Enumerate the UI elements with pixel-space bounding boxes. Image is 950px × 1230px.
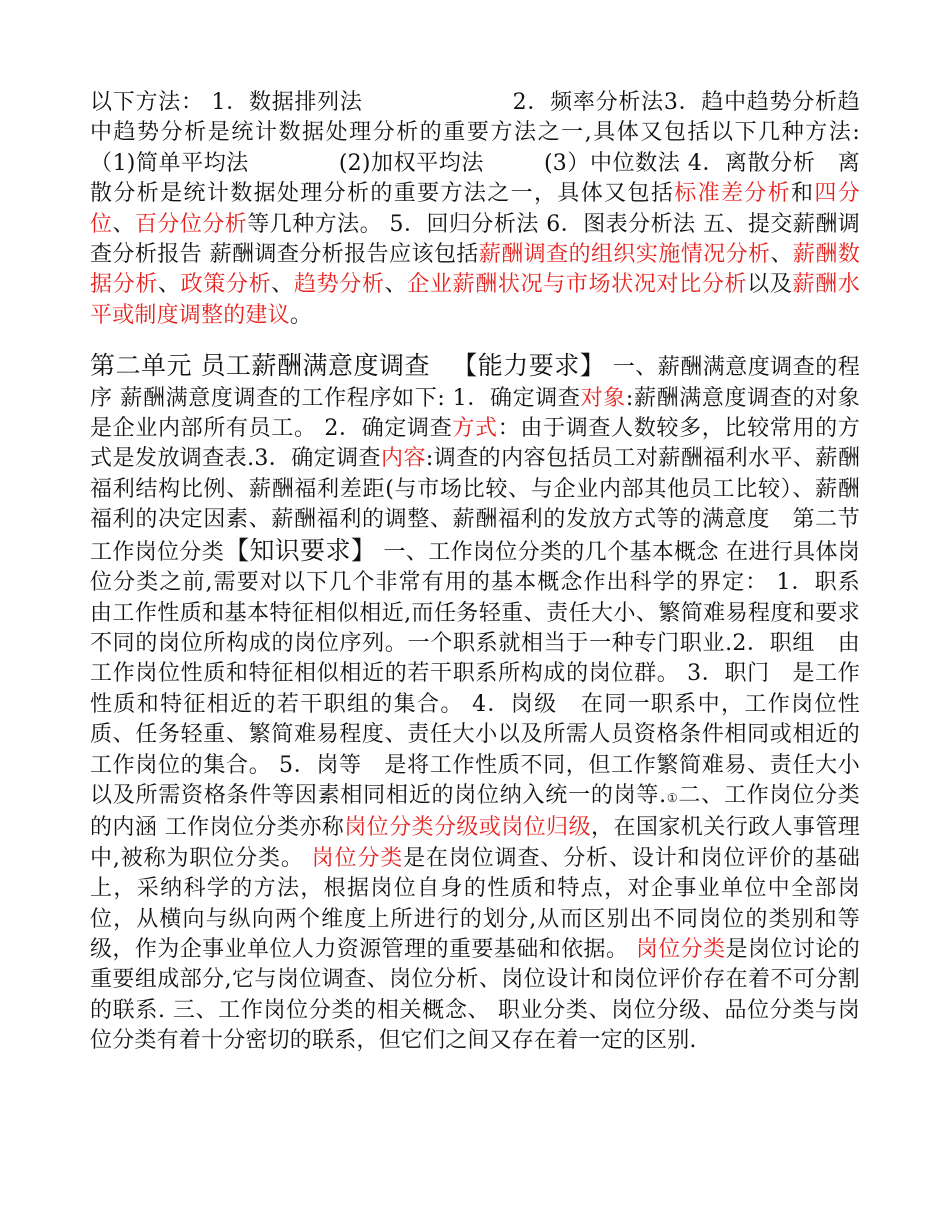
- highlight-policy-analysis: 政策分析: [180, 272, 272, 298]
- step-3-determine: 3．确定调查: [254, 446, 382, 472]
- unit-heading: 第二单元 员工薪酬满意度调查: [90, 351, 430, 381]
- text-dispersion-desc: 离散分析是统计数据处理分析的重要方法之一，具体又包括: [90, 150, 861, 207]
- text-comma-3: 、: [157, 272, 181, 298]
- text-method-desc: ：由于调查人数较多，比较常用的方式是发放调查表.: [90, 416, 860, 472]
- text-classification-desc: 是在岗位调查、分析、设计和岗位评价的基础上，采纳科学的方法，根据岗位自身的性质和特点，对企事业单位中全部岗位，从横向与纵向两个维度上所进行的划分,从而区别出不同岗位的类别和等级，作为企事业单位人力资源管理的重要基础和依据。: [90, 845, 860, 962]
- text-methods-intro: 以下方法：: [90, 90, 204, 115]
- highlight-percentile: 百分位分析: [134, 211, 248, 237]
- text-comma-5: 、: [384, 272, 408, 298]
- ability-requirement-heading: 【能力要求】: [451, 351, 606, 381]
- text-related-concepts: 是岗位讨论的重要组成部分,它与岗位调查、岗位分析、岗位设计和岗位评价存在着不可分割的联系. 三、工作岗位分类的相关概念、 职业分类、岗位分级、品位分类与岗位分类有着十分密切的联系，但它们之间又存在着一定的区别.: [90, 936, 860, 1054]
- text-basic-concepts: 一、工作岗位分类的几个基本概念 在进行具体岗位分类之前,需要对以下几个非常有用的基本概念作出科学的界定：: [90, 539, 861, 596]
- highlight-adjustment-suggestions: 薪酬水平或制度调整的建议: [90, 272, 861, 328]
- text-and: 和: [791, 181, 815, 207]
- method-4-dispersion: 4．离散分析: [687, 150, 816, 176]
- footnote-mark: ①: [666, 790, 679, 805]
- highlight-std-deviation: 标准差分析: [674, 181, 792, 207]
- highlight-classification-grading: 岗位分类分级或岗位归级: [344, 815, 592, 841]
- highlight-market-comparison: 企业薪酬状况与市场状况对比分析: [407, 272, 748, 298]
- sub-method-simple-average: （1)简单平均法: [90, 150, 249, 176]
- text-comma-4: 、: [271, 272, 294, 298]
- text-survey-procedure: 一、薪酬满意度调查的程序 薪酬满意度调查的工作程序如下:: [90, 355, 860, 411]
- highlight-job-classification-2: 岗位分类: [635, 936, 726, 962]
- highlight-data-analysis: 薪酬数据分析: [90, 242, 860, 298]
- text-several-methods: 等几种方法。: [247, 211, 383, 237]
- method-5-regression: 5．回归分析法: [389, 211, 539, 237]
- highlight-quartile: 四分位: [90, 181, 860, 237]
- document-page: [90, 88, 883, 1057]
- text-central-tendency-desc: 趋中趋势分析是统计数据处理分析的重要方法之一,具体又包括以下几种方法:: [90, 90, 860, 146]
- text-comma-2: 、: [770, 242, 793, 268]
- step-2-determine: 2．确定调查: [324, 416, 453, 442]
- highlight-trend-analysis: 趋势分析: [293, 272, 385, 298]
- method-3-central-tendency: 3．趋中趋势分析: [663, 90, 838, 115]
- text-object-desc: :薪酬满意度调查的对象是企业内部所有员工。: [90, 385, 861, 442]
- method-2-frequency: 2．频率分析法: [512, 90, 664, 115]
- concept-job-series: 1．职系 由工作性质和基本特征相似相近,而任务轻重、责任大小、繁简难易程度和要求不同的岗位所构成的岗位序列。一个职系就相当于一种专门职业.: [90, 570, 883, 656]
- text-position-classification: ，在国家机关行政人事管理中,被称为职位分类。: [90, 815, 860, 871]
- highlight-content: 内容: [381, 446, 426, 472]
- highlight-job-classification-1: 岗位分类: [311, 845, 404, 871]
- highlight-method: 方式: [452, 416, 498, 442]
- highlight-object: 对象: [580, 385, 626, 411]
- concept-job-group: 2．职组 由工作岗位性质和特征相似相近的若干职系所构成的岗位群。: [90, 630, 860, 687]
- text-classification-meaning: 二、工作岗位分类的内涵 工作岗位分类亦称: [90, 782, 860, 841]
- text-report-intro: 五、提交薪酬调查分析报告 薪酬调查分析报告应该包括: [90, 211, 860, 268]
- paragraph-satisfaction-survey: [90, 351, 883, 1056]
- step-1-determine: 1．确定调查: [452, 385, 581, 411]
- section-heading: 第二节 工作岗位分类: [90, 507, 860, 565]
- concept-job-grade: 4．岗级 在同一职系中，工作岗位性质、任务轻重、繁简难易程度、责任大小以及所需人员资格条件相同或相近的工作岗位的集合。: [90, 691, 860, 778]
- concept-job-category: 3．职门 是工作性质和特征相近的若干职组的集合。: [90, 661, 860, 717]
- paragraph-analysis-methods: [90, 88, 860, 331]
- text-period: 。: [289, 302, 313, 328]
- text-and-also: 以及: [747, 272, 793, 298]
- sub-method-weighted-average: (2)加权平均法: [338, 150, 484, 176]
- method-1-data-ranking: 1．数据排列法: [211, 90, 363, 115]
- text-comma-1: 、: [112, 211, 135, 237]
- method-6-chart: 6．图表分析法: [546, 211, 696, 237]
- text-content-desc: :调查的内容包括员工对薪酬福利水平、薪酬福利结构比例、薪酬福利差距(与市场比较、与企业内部其他员工比较）、薪酬福利的决定因素、薪酬福利的调整、薪酬福利的发放方式等的满意度: [90, 446, 861, 533]
- knowledge-requirement-heading: 【知识要求】: [224, 535, 377, 565]
- concept-job-level: 5．岗等 是将工作性质不同，但工作繁简难易、责任大小以及所需资格条件等因素相同相近的岗位纳入统一的岗等.: [90, 752, 860, 808]
- highlight-survey-organization: 薪酬调查的组织实施情况分析: [478, 242, 771, 268]
- sub-method-median: (3）中位数法: [543, 150, 681, 176]
